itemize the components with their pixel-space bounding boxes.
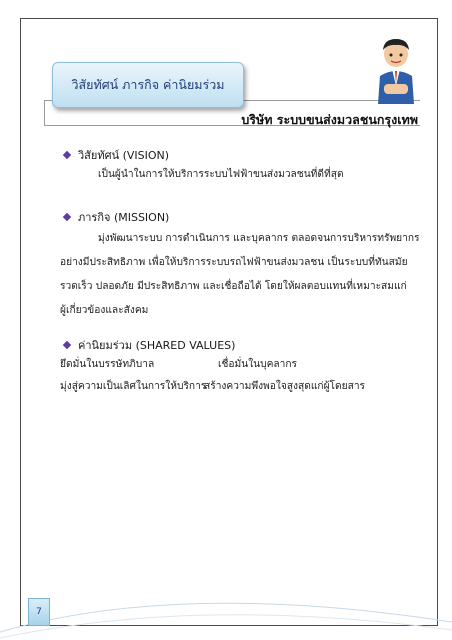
mission-line: มุ่งพัฒนาระบบ การดำเนินการ และบุคลากร ตลอดจนการบริหารทรัพยากร [98, 233, 420, 244]
title-box [52, 62, 244, 108]
page-number [28, 598, 50, 626]
page-number-text: 7 [36, 607, 42, 617]
values-heading-row [62, 336, 235, 354]
value-item: มุ่งสู่ความเป็นเลิศในการให้บริการ [60, 381, 207, 392]
values-heading: ค่านิยมร่วม (SHARED VALUES) [78, 339, 236, 352]
value-item: ยึดมั่นในบรรษัทภิบาล [60, 359, 155, 370]
mascot-icon [368, 36, 424, 106]
mission-line: รวดเร็ว ปลอดภัย มีประสิทธิภาพ และเชื่อถือได้ โดยให้ผลตอบแทนที่เหมาะสมแก่ [60, 281, 407, 292]
mission-line: อย่างมีประสิทธิภาพ เพื่อให้บริการระบบรถไฟฟ้าขนส่งมวลชน เป็นระบบที่ทันสมัย [60, 257, 408, 268]
value-item: สร้างความพึงพอใจสูงสุดแก่ผู้โดยสาร [204, 381, 366, 392]
vision-heading: วิสัยทัศน์ (VISION) [78, 149, 170, 162]
value-item: เชื่อมั่นในบุคลากร [218, 359, 298, 370]
vision-text: เป็นผู้นำในการให้บริการระบบไฟฟ้าขนส่งมวลชนที่ดีที่สุด [98, 169, 344, 180]
bullet-diamond-icon [62, 150, 72, 160]
company-name: บริษัท ระบบขนส่งมวลชนกรุงเทพ [241, 112, 418, 127]
bullet-diamond-icon [62, 212, 72, 222]
page-title: วิสัยทัศน์ ภารกิจ ค่านิยมร่วม [71, 77, 225, 92]
decorative-curve [0, 560, 452, 640]
mission-line: ผู้เกี่ยวข้องและสังคม [60, 305, 149, 316]
bullet-diamond-icon [62, 340, 72, 350]
mission-heading: ภารกิจ (MISSION) [78, 211, 170, 224]
vision-heading-row [62, 146, 169, 164]
mission-heading-row [62, 208, 169, 226]
